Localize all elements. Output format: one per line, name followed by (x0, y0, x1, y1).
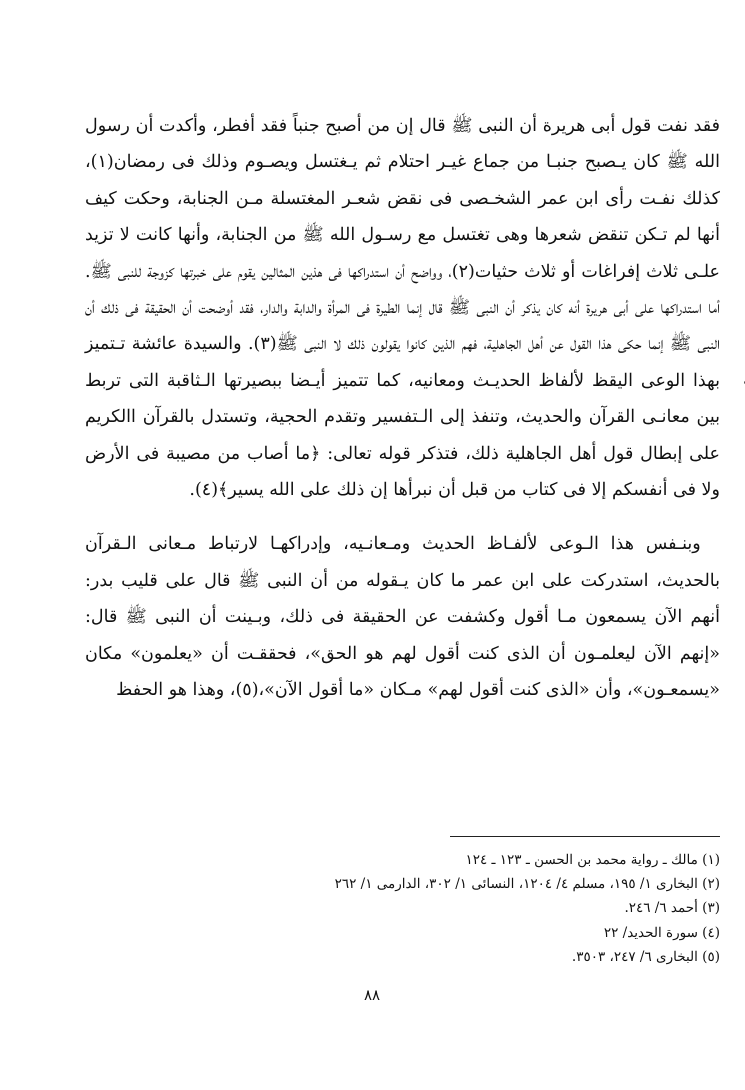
footnote-1: (١) مالك ـ رواية محمد بن الحسن ـ ١٢٣ ـ ١٢٤ (465, 852, 720, 868)
footnote-4: (٤) سورة الحديد/ ٢٢ (603, 924, 720, 941)
footnote-5: (٥) البخارى ٦/ ٢٤٧، ٣٥٠٣. (571, 948, 720, 965)
paragraph-2: وبنـفس هذا الـوعى لألفـاظ الحديث ومـعانـيه، وإدراكهـا لارتباط مـعانى الـقرآن بالحديث، استدركت على ابن عمر ما كان يـقوله من أن النبى ﷺ قال على قليب بدر: أنهم الآن يسمعون مـا أقول وكشفت عن الحقيقة فى ذلك، وبـينت أن النبى ﷺ قال: «إنهم الآن ليعلمـون أن الذى كنت أقول لهم هو الحق»، فحققـت أن «يعلمون» مكان «يسمعـون»، وأن «الذى كنت أقول لهم» مـكان «ما أقول الآن»،(٥)، وهذا هو الحفظ (85, 534, 720, 701)
footnote-3: (٣) أحمد ٦/ ٢٤٦. (624, 900, 720, 917)
main-text (85, 108, 720, 709)
footnotes (85, 848, 720, 969)
footnote-separator (450, 836, 720, 837)
paragraph-1: فقد نفت قول أبى هريرة أن النبى ﷺ قال إن من أصبح جنباً فقد أفطر، وأكدت أن رسول الله ﷺ كان يـصبح جنبـا من جماع غيـر احتلام ثم يـغتسل ويصـوم وذلك فى رمضان(١)، كذلك نفـت رأى ابن عمر الشخـصى فى نقض شعـر المغتسلة مـن الجنابة، وحكت كيف أنها لم تـكن تنقض شعرها وهى تغتسل مع رسـول الله ﷺ من الجنابة، وأنها كانت لا تزيد علـى ثلاث إفراغات أو ثلاث حثيات(٢)، وواضح أن استدراكها فى هذين المثالين يقوم على خبرتها كزوجة للنبى ﷺ. أما استدراكها على أبى هريرة أنه كان يذكر أن النبى ﷺ قال إنما الطيرة فى المرأة والدابة والدار، فقد أوضحت أن الحقيقة فى ذلك أن النبى ﷺ إنما حكى هذا القول عن أهل الجاهلية، فهم الذين كانوا يقولون ذلك لا النبى ﷺ(٣). والسيدة عائشة تـتميز بهذا الوعى اليقظ لألفاظ الحديـث ومعانيه، كما تتميز أيـضا ببصيرتها الـثاقبة التى تربط بين معانـى القرآن والحديث، وتنفذ إلى الـتفسير وتقدم الحجية، وتستدل بالقرآن االكريم على إبطال قول أهل الجاهلية ذلك، فتذكر قوله تعالى: ﴿ما أصاب من مصيبة فى الأرض ولا فى أنفسكم إلا فى كتاب من قبل أن نبرأها إن ذلك على الله يسير﴾(٤). (85, 116, 720, 501)
footnote-2: (٢) البخارى ١/ ١٩٥، مسلم ٤/ ١٢٠٤، النسائى ١/ ٣٠٢، الدارمى ١/ ٢٦٢ (334, 876, 720, 893)
page-number: ٨٨ (363, 986, 381, 1004)
